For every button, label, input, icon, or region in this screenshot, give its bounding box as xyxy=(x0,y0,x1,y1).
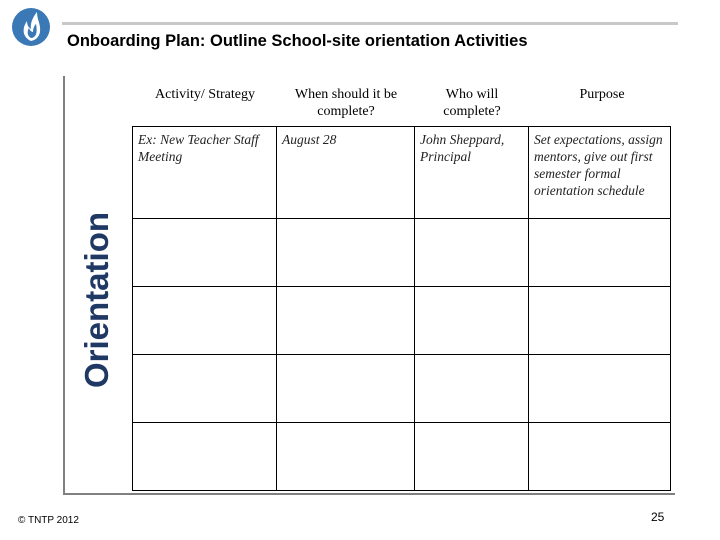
table-cell: Set expectations, assign mentors, give out first semester formal orientation schedule xyxy=(529,127,671,219)
table-cell xyxy=(415,355,529,423)
header-who: Who will complete? xyxy=(443,87,501,119)
table-cell xyxy=(529,423,671,491)
table-cell xyxy=(529,355,671,423)
page-number: 25 xyxy=(651,510,665,524)
table-cell xyxy=(415,423,529,491)
table-cell xyxy=(133,219,277,287)
table-row xyxy=(133,355,671,423)
table-row xyxy=(133,219,671,287)
table-cell: Ex: New Teacher Staff Meeting xyxy=(133,127,277,219)
table-cell xyxy=(133,355,277,423)
table-cell xyxy=(277,219,415,287)
copyright-footer: © TNTP 2012 xyxy=(18,515,79,526)
slide-title: Onboarding Plan: Outline School-site orientation Activities xyxy=(67,32,528,50)
header-when: When should it be complete? xyxy=(294,87,398,119)
table-cell xyxy=(133,423,277,491)
table-cell xyxy=(277,355,415,423)
table-cell xyxy=(415,287,529,355)
header-activity: Activity/ Strategy xyxy=(155,87,255,102)
table-cell xyxy=(415,219,529,287)
table-cell xyxy=(133,287,277,355)
table-row xyxy=(133,127,671,219)
header-purpose: Purpose xyxy=(579,87,625,102)
orientation-table xyxy=(132,126,671,491)
table-row xyxy=(133,423,671,491)
table-cell: John Sheppard, Principal xyxy=(415,127,529,219)
table-cell xyxy=(277,423,415,491)
orientation-side-label: Orientation xyxy=(78,211,115,388)
header-rule xyxy=(62,22,678,25)
table-cell: August 28 xyxy=(277,127,415,219)
table-row xyxy=(133,287,671,355)
tntp-flame-logo-icon xyxy=(10,6,52,48)
table-cell xyxy=(529,287,671,355)
table-cell xyxy=(277,287,415,355)
table-cell xyxy=(529,219,671,287)
